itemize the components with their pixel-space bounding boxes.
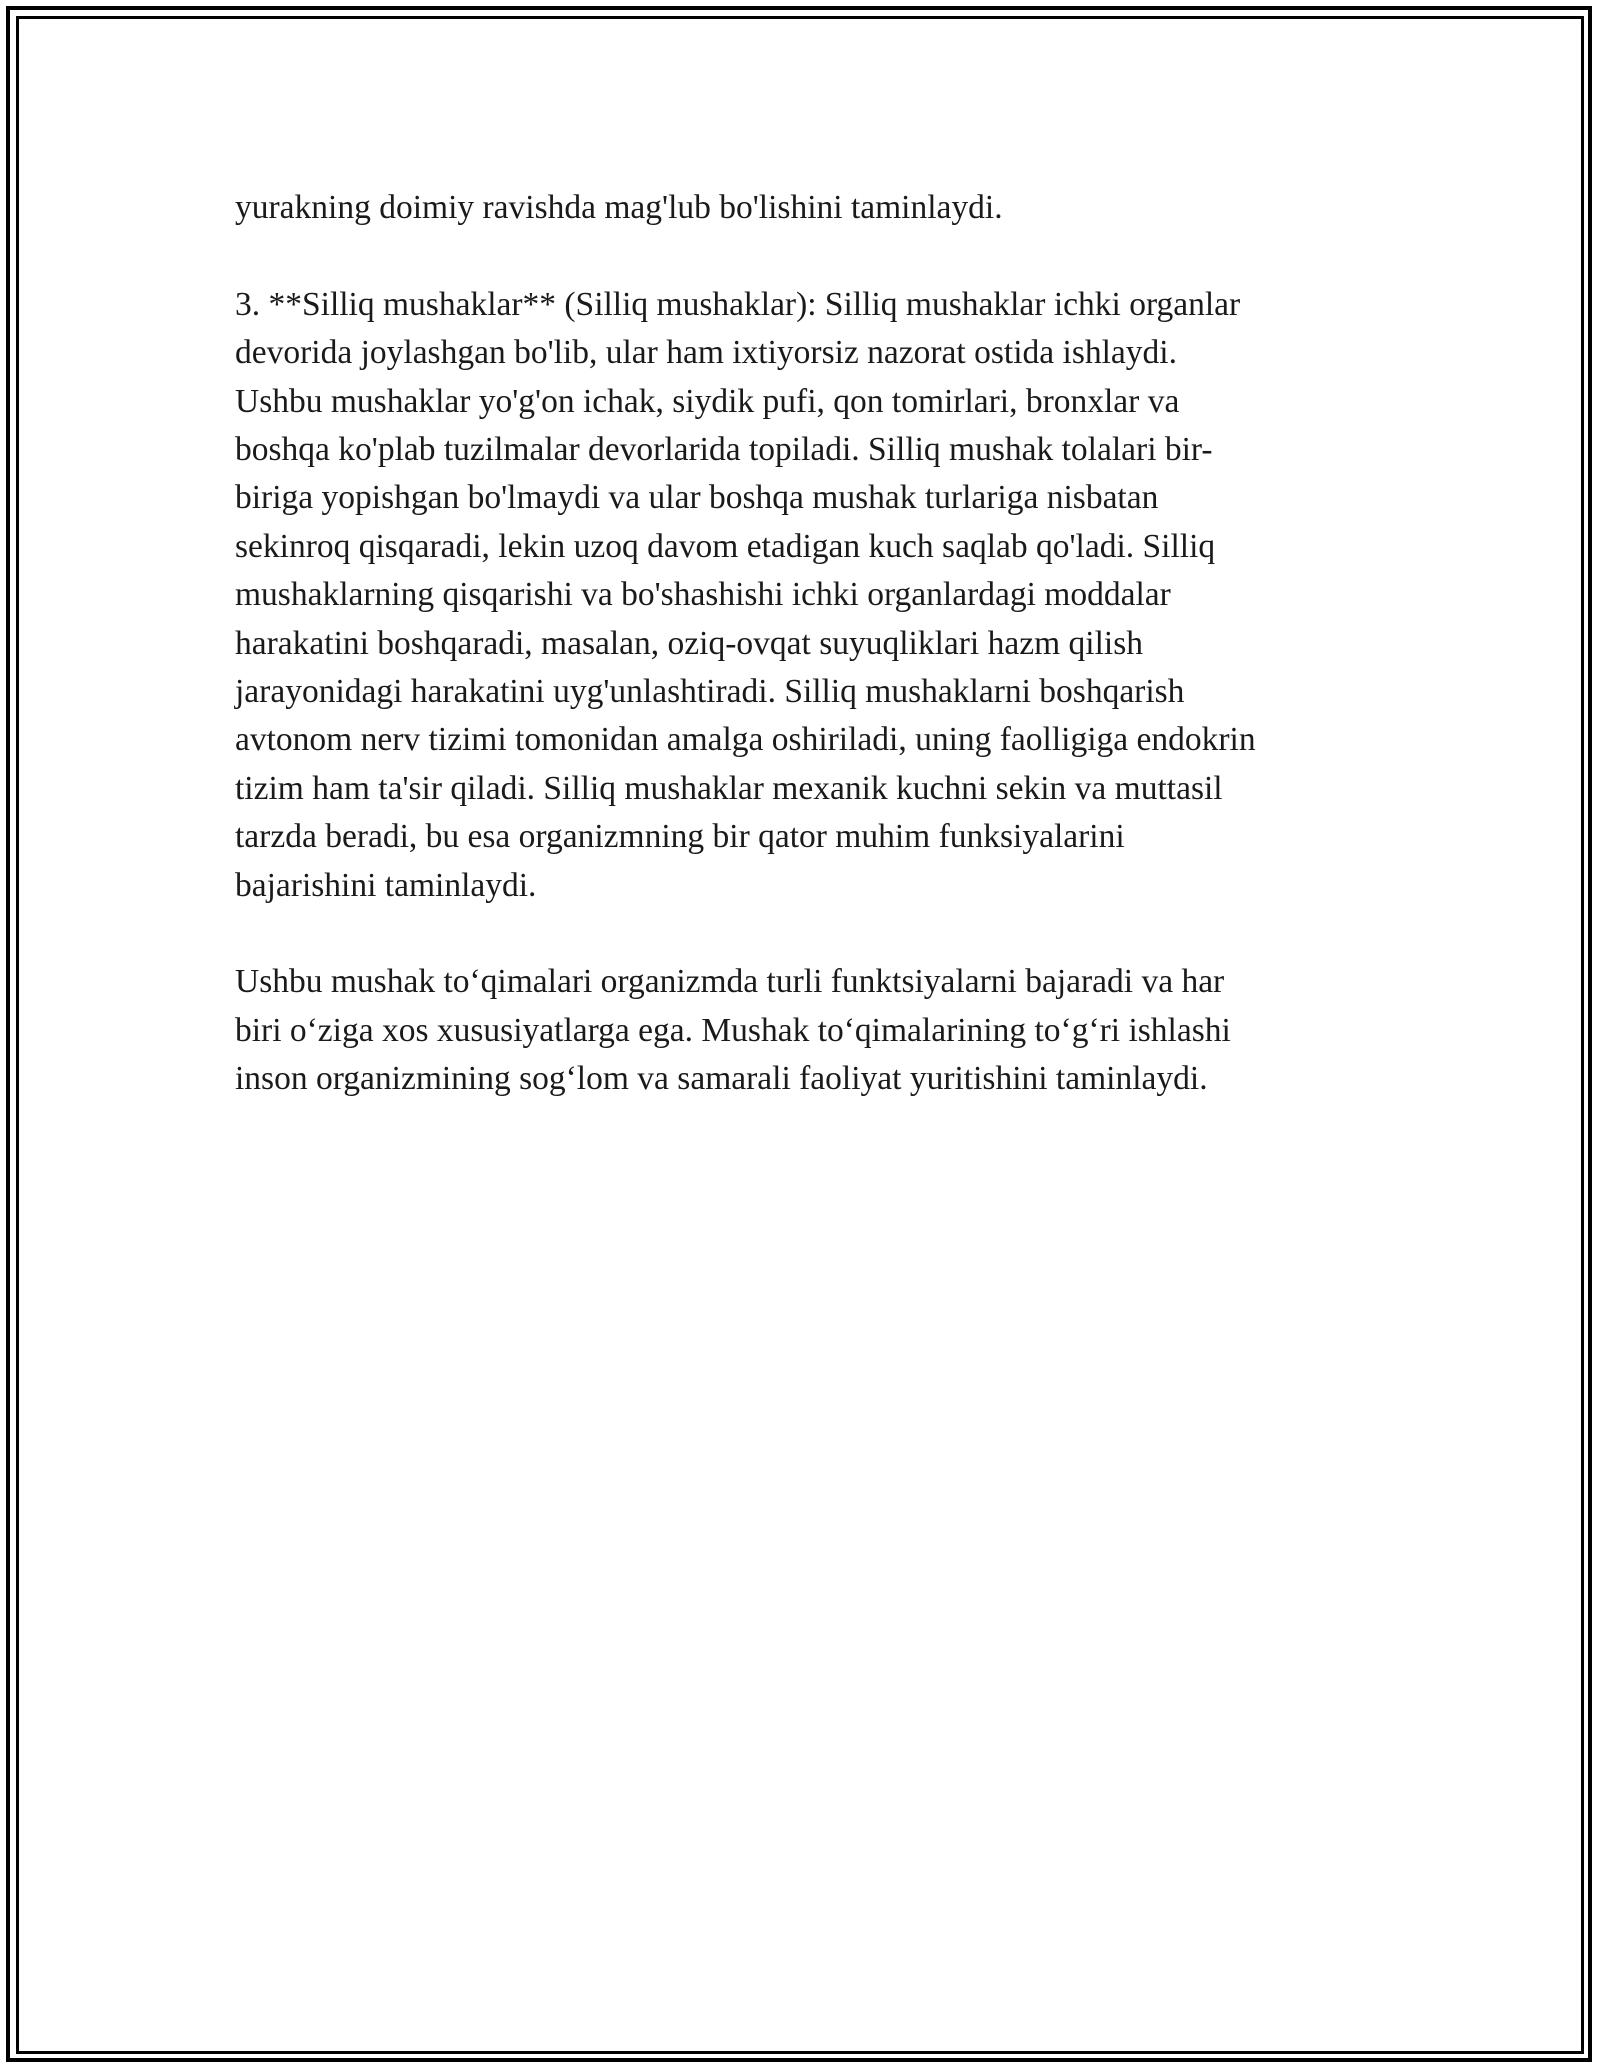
paragraph-smooth-muscles: 3. **Silliq mushaklar** (Silliq mushaklar): Silliq mushaklar ichki organlar devorida joylashgan bo'lib, ular ham ixtiyorsiz nazorat ostida ishlaydi. Ushbu mushaklar yo'g'on ichak, siydik pufi, qon tomirlari, bronxlar va boshqa ko'plab tuzilmalar devorlarida topiladi. Silliq mushak tolalari bir- biriga yopishgan bo'lmaydi va ular boshqa mushak turlariga nisbatan sekinroq qisqaradi, lekin uzoq davom etadigan kuch saqlab qo'ladi. Silliq mushaklarning qisqarishi va bo'shashishi ichki organlardagi moddalar harakatini boshqaradi, masalan, oziq-ovqat suyuqliklari hazm qilish jarayonidagi harakatini uyg'unlashtiradi. Silliq mushaklarni boshqarish avtonom nerv tizimi tomonidan amalga oshiriladi, uning faolligiga endokrin tizim ham ta'sir qiladi. Silliq mushaklar mexanik kuchni sekin va muttasil tarzda beradi, bu esa organizmning bir qator muhim funksiyalarini bajarishini taminlaydi. — [235, 285, 1256, 904]
paragraph-conclusion: Ushbu mushak to‘qimalari organizmda turli funktsiyalarni bajaradi va har biri o‘ziga xos xususiyatlarga ega. Mushak to‘qimalarining to‘g‘ri ishlashi inson organizmining sog‘lom va samarali faoliyat yuritishini taminlaydi. — [235, 963, 1231, 1098]
paragraph-continuation: yurakning doimiy ravishda mag'lub bo'lishini taminlaydi. — [235, 189, 1003, 226]
document-body — [235, 184, 1375, 1152]
